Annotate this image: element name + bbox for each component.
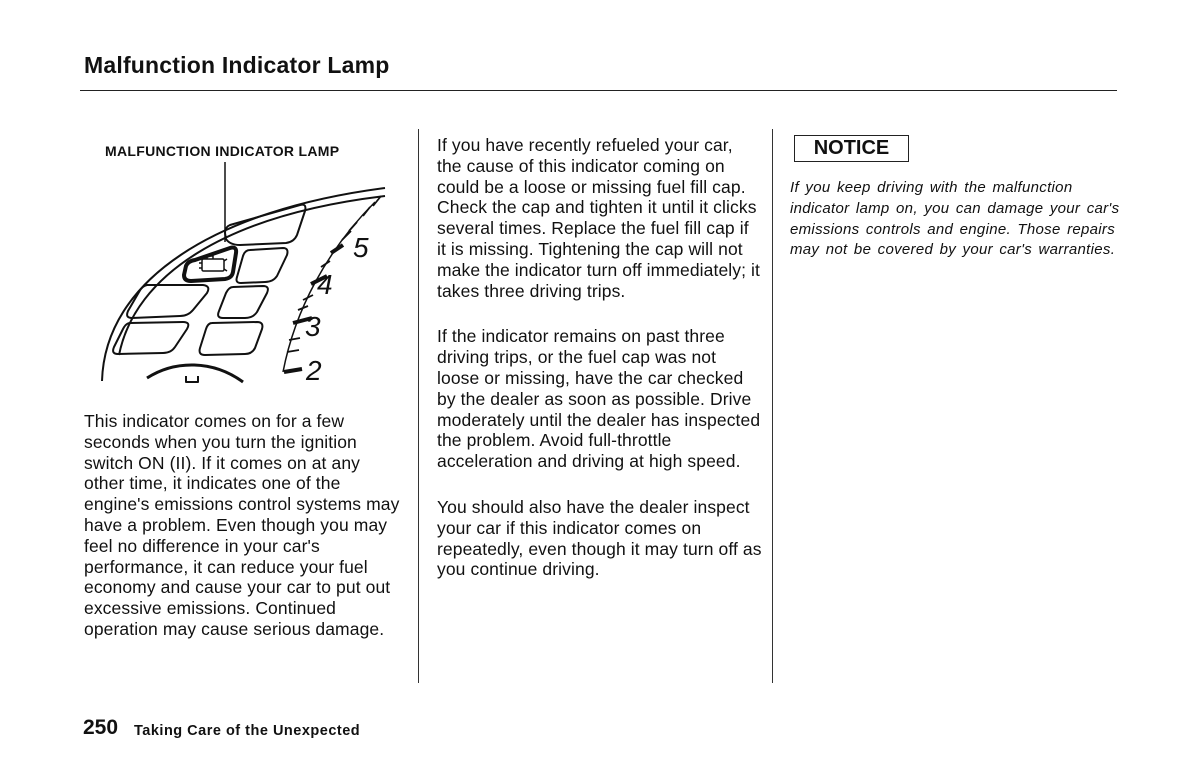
indicator-panel bbox=[200, 322, 263, 355]
indicator-panel bbox=[237, 248, 288, 283]
gauge-number-2: 2 bbox=[306, 355, 322, 386]
page-number: 250 bbox=[83, 716, 119, 739]
gauge-number-4: 4 bbox=[317, 269, 333, 300]
cluster-housing-outline bbox=[102, 188, 385, 381]
lower-bezel bbox=[147, 365, 243, 382]
middle-paragraph-3: You should also have the dealer inspect your car if this indicator comes on repeatedly, even though it may turn off as you continue driving. bbox=[437, 496, 762, 580]
notice-text: If you keep driving with the malfunction indicator lamp on, you can damage your car's emissions controls and engine. Those repairs may not be covered by your car's warranties. bbox=[790, 179, 1120, 259]
indicator-panel bbox=[218, 286, 268, 318]
instrument-cluster-illustration bbox=[95, 160, 395, 390]
indicator-panel bbox=[127, 285, 208, 318]
gauge-number-3: 3 bbox=[305, 311, 321, 342]
section-name: Taking Care of the Unexpected bbox=[134, 723, 361, 739]
figure-label: MALFUNCTION INDICATOR LAMP bbox=[105, 143, 340, 159]
title-divider bbox=[80, 90, 1117, 91]
gauge-number-5: 5 bbox=[353, 232, 369, 263]
lower-bezel-notch bbox=[186, 376, 198, 382]
malfunction-lamp-panel bbox=[184, 248, 236, 281]
left-column-paragraph bbox=[84, 411, 402, 640]
middle-paragraph-1: If you have recently refueled your car, the cause of this indicator coming on could be a loose or missing fuel fill cap. Check the cap and tighten it until it clicks several times. Replace the fuel fill cap if it is missing. Tightening the cap will not make the indicator turn off immediately; it takes three driving trips. bbox=[437, 135, 761, 301]
page-title: Malfunction Indicator Lamp bbox=[84, 52, 390, 78]
middle-paragraph-2: If the indicator remains on past three driving trips, or the fuel cap was not loose or missing, have the car checked by the dealer as soon as possible. Drive moderately until the dealer has inspected the problem. Avoid full-throttle acceleration and driving at high speed. bbox=[437, 326, 761, 472]
left-paragraph: This indicator comes on for a few seconds when you turn the ignition switch ON (II). If it comes on at any other time, it indicates one of the engine's emissions control systems may have a problem. Even though you may feel no difference in your car's performance, it can reduce your fuel economy and cause your car to put out excessive emissions. Continued operation may cause serious damage. bbox=[84, 411, 400, 639]
column-divider-left bbox=[418, 129, 419, 683]
notice-heading: NOTICE bbox=[794, 135, 909, 162]
column-divider-right bbox=[772, 129, 773, 683]
middle-column bbox=[437, 135, 762, 580]
